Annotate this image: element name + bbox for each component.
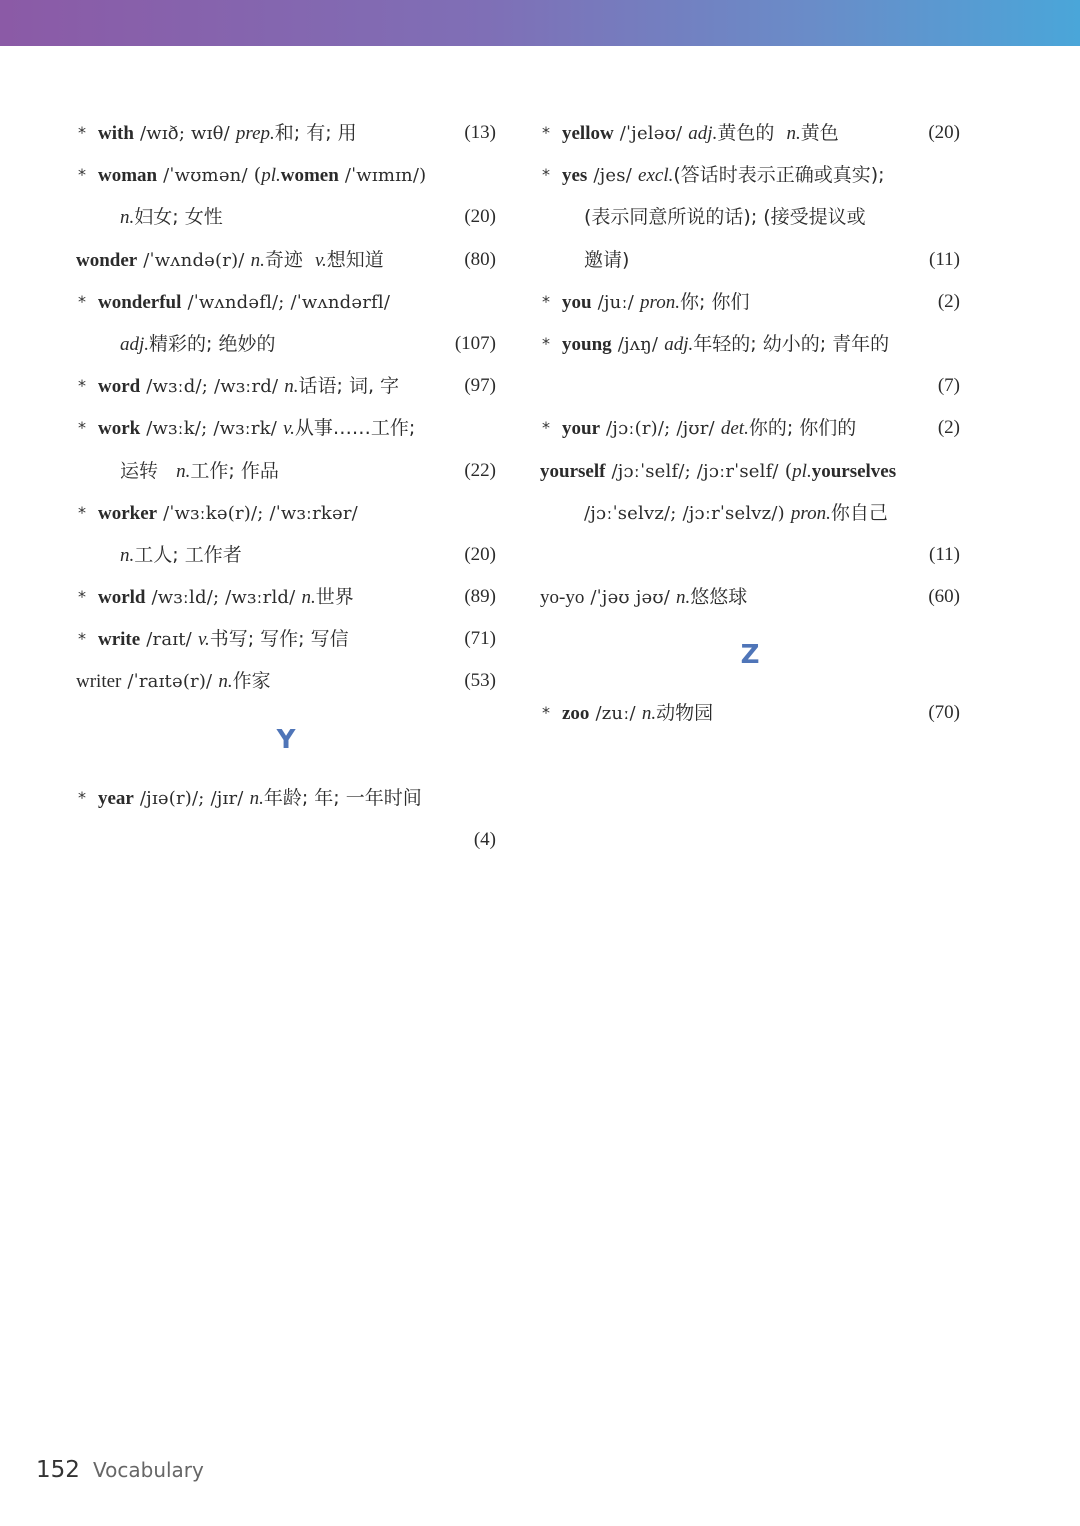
definition: 从事……工作; <box>294 417 416 440</box>
star-icon: * <box>542 123 550 142</box>
star-icon: * <box>542 703 550 723</box>
star-icon: * <box>78 502 86 522</box>
part-of-speech: n. <box>218 671 233 693</box>
part-of-speech-2: n. <box>176 460 191 482</box>
headword: yo-yo <box>540 587 585 609</box>
definition: 动物园 <box>656 702 714 725</box>
star-icon: * <box>78 123 86 142</box>
plural-open: ( <box>784 459 793 482</box>
entry-young <box>540 323 960 365</box>
part-of-speech: n. <box>641 703 657 725</box>
definition-cont-2: 邀请) <box>584 248 630 271</box>
headword: world <box>98 587 146 609</box>
entry-worker <box>76 492 496 534</box>
entry-yourself <box>540 450 960 492</box>
plural-word: women <box>280 165 339 187</box>
definition: 书写; 写作; 写信 <box>209 628 349 651</box>
entry-yes-cont <box>540 196 960 238</box>
definition-2: 黄色 <box>800 122 839 144</box>
phonetic: /jɔːˈself/; /jɔːrˈself/ <box>611 460 779 482</box>
headword: year <box>98 787 134 809</box>
entry-yo-yo <box>540 576 960 618</box>
phonetic: /juː/ <box>597 291 634 313</box>
part-of-speech: excl. <box>638 165 674 187</box>
phonetic: /jʌŋ/ <box>617 333 659 355</box>
phonetic: /ˈwʌndə(r)/ <box>143 249 245 271</box>
star-icon: * <box>78 787 86 807</box>
star-icon: * <box>78 418 86 438</box>
part-of-speech: pron. <box>790 502 831 524</box>
part-of-speech: v. <box>283 418 295 440</box>
part-of-speech: n. <box>120 207 135 229</box>
definition: 精彩的; 绝妙的 <box>149 332 276 355</box>
part-of-speech: n. <box>250 249 265 271</box>
phonetic: /jes/ <box>593 165 632 187</box>
page-ref: (4) <box>473 828 496 850</box>
page-ref: (107) <box>454 332 496 354</box>
entry-wonderful-cont <box>76 323 496 365</box>
page-ref: (89) <box>464 586 496 608</box>
star-icon: * <box>542 333 550 353</box>
part-of-speech: prep. <box>235 123 275 144</box>
headword: writer <box>76 671 122 693</box>
plural-phonetic: /jɔːˈselvz/; /jɔːrˈselvz/) <box>584 502 785 524</box>
entry-woman <box>76 154 496 196</box>
vocab-column-left <box>76 112 496 861</box>
entry-wonder <box>76 239 496 281</box>
definition: 世界 <box>315 586 354 609</box>
definition: 悠悠球 <box>690 586 748 609</box>
definition: 奇迹 <box>264 248 303 271</box>
headword: with <box>98 123 134 144</box>
page-ref: (71) <box>464 628 496 650</box>
entry-with <box>76 112 496 154</box>
part-of-speech: v. <box>197 629 210 651</box>
definition: 话语; 词, 字 <box>298 375 400 398</box>
part-of-speech-2: n. <box>786 123 801 144</box>
definition-cont: 运转 <box>120 459 159 482</box>
headword: yes <box>562 165 588 187</box>
page-number: 152 <box>36 1457 80 1483</box>
entry-world <box>76 576 496 618</box>
page-ref: (20) <box>464 206 496 228</box>
definition: 黄色的 <box>717 122 775 144</box>
definition: 作家 <box>232 670 271 693</box>
star-icon: * <box>542 291 550 311</box>
section-label: Vocabulary <box>93 1458 204 1482</box>
entry-work-cont <box>76 450 496 492</box>
plural-phonetic: /ˈwɪmɪn/) <box>344 165 427 187</box>
page-ref: (2) <box>937 290 960 312</box>
entry-woman-cont <box>76 196 496 238</box>
headword: your <box>562 418 600 440</box>
page-ref: (97) <box>464 375 496 397</box>
entry-write <box>76 618 496 660</box>
phonetic: /wɜːk/; /wɜːrk/ <box>146 418 278 440</box>
entry-yes <box>540 154 960 196</box>
section-letter-y: Y <box>276 724 296 755</box>
page-ref: (20) <box>928 122 960 143</box>
part-of-speech: adj. <box>688 123 718 144</box>
definition: 工人; 工作者 <box>134 543 242 566</box>
phonetic: /ˈraɪtə(r)/ <box>127 671 213 693</box>
star-icon: * <box>78 376 86 396</box>
headword: yellow <box>562 123 614 144</box>
entry-yourself-cont <box>540 492 960 534</box>
entry-worker-cont <box>76 534 496 576</box>
definition-2: 工作; 作品 <box>190 459 279 482</box>
headword: worker <box>98 502 158 524</box>
definition: 年龄; 年; 一年时间 <box>263 786 422 809</box>
headword: wonderful <box>98 291 182 313</box>
plural-abbr: pl. <box>792 460 812 482</box>
phonetic: /ˈjəʊ jəʊ/ <box>590 587 670 609</box>
headword: woman <box>98 165 158 187</box>
entry-zoo <box>540 692 960 734</box>
page-ref: (60) <box>928 586 960 608</box>
part-of-speech-2: v. <box>314 249 327 271</box>
definition-cont: (表示同意所说的话); (接受提议或 <box>584 206 866 229</box>
entry-yellow <box>540 112 960 154</box>
phonetic: /ˈwʊmən/ <box>163 165 248 187</box>
headword: young <box>562 333 612 355</box>
page-ref: (13) <box>464 122 496 143</box>
star-icon: * <box>78 587 86 607</box>
phonetic: /ˈwɜːkə(r)/; /ˈwɜːrkər/ <box>163 502 358 524</box>
plural-word: yourselves <box>811 460 897 482</box>
part-of-speech: det. <box>720 418 749 440</box>
entry-yourself-cont-2 <box>540 534 960 576</box>
phonetic: /jɔː(r)/; /jʊr/ <box>606 418 715 440</box>
page-ref: (11) <box>929 543 960 565</box>
headword: you <box>562 291 592 313</box>
entry-yes-cont-2 <box>540 239 960 281</box>
star-icon: * <box>78 291 86 311</box>
page-ref: (22) <box>464 459 496 481</box>
header-gradient-bar <box>0 0 1080 46</box>
vocab-column-right <box>540 112 960 734</box>
phonetic: /zuː/ <box>595 703 636 725</box>
part-of-speech: n. <box>676 587 691 609</box>
section-letter-z: Z <box>740 640 760 671</box>
entry-work <box>76 407 496 449</box>
page-ref: (70) <box>928 702 960 724</box>
part-of-speech: pron. <box>640 291 680 313</box>
page-ref: (2) <box>937 417 960 439</box>
definition: 你; 你们 <box>680 290 750 313</box>
entry-your <box>540 407 960 449</box>
plural-abbr: pl. <box>261 165 281 187</box>
page-ref: (11) <box>929 248 960 270</box>
definition-2: 想知道 <box>326 248 384 271</box>
page-footer <box>36 1452 204 1488</box>
definition: 年轻的; 幼小的; 青年的 <box>693 332 890 355</box>
page-ref: (80) <box>464 248 496 270</box>
headword: write <box>98 629 141 651</box>
entry-word <box>76 365 496 407</box>
definition: 妇女; 女性 <box>134 206 223 229</box>
definition: 和; 有; 用 <box>274 122 357 144</box>
headword: zoo <box>562 703 590 725</box>
entry-young-cont <box>540 365 960 407</box>
phonetic: /wɜːld/; /wɜːrld/ <box>151 587 296 609</box>
headword: wonder <box>76 249 138 271</box>
part-of-speech: n. <box>301 587 316 609</box>
star-icon: * <box>78 629 86 649</box>
star-icon: * <box>78 165 86 185</box>
headword: yourself <box>540 460 606 482</box>
page-ref: (53) <box>464 670 496 692</box>
definition: (答话时表示正确或真实); <box>673 164 885 187</box>
phonetic: /jɪə(r)/; /jɪr/ <box>139 787 244 809</box>
definition: 你的; 你们的 <box>748 417 857 440</box>
entry-writer <box>76 660 496 702</box>
plural-open: ( <box>253 164 262 187</box>
page-ref: (7) <box>937 375 960 397</box>
phonetic: /wɜːd/; /wɜːrd/ <box>146 376 279 398</box>
part-of-speech: adj. <box>120 333 150 355</box>
star-icon: * <box>542 165 550 185</box>
phonetic: /ˈjeləʊ/ <box>619 123 683 144</box>
part-of-speech: n. <box>284 376 299 398</box>
star-icon: * <box>542 418 550 438</box>
phonetic: /raɪt/ <box>146 629 192 651</box>
part-of-speech: n. <box>249 787 264 809</box>
part-of-speech: adj. <box>664 333 694 355</box>
page-ref: (20) <box>464 543 496 565</box>
headword: word <box>98 376 141 398</box>
entry-year <box>76 777 496 819</box>
headword: work <box>98 418 141 440</box>
definition: 你自己 <box>830 501 888 524</box>
part-of-speech: n. <box>120 544 135 566</box>
entry-you <box>540 281 960 323</box>
entry-year-cont <box>76 819 496 861</box>
phonetic: /ˈwʌndəfl/; /ˈwʌndərfl/ <box>187 291 391 313</box>
phonetic: /wɪð; wɪθ/ <box>139 123 230 144</box>
entry-wonderful <box>76 281 496 323</box>
